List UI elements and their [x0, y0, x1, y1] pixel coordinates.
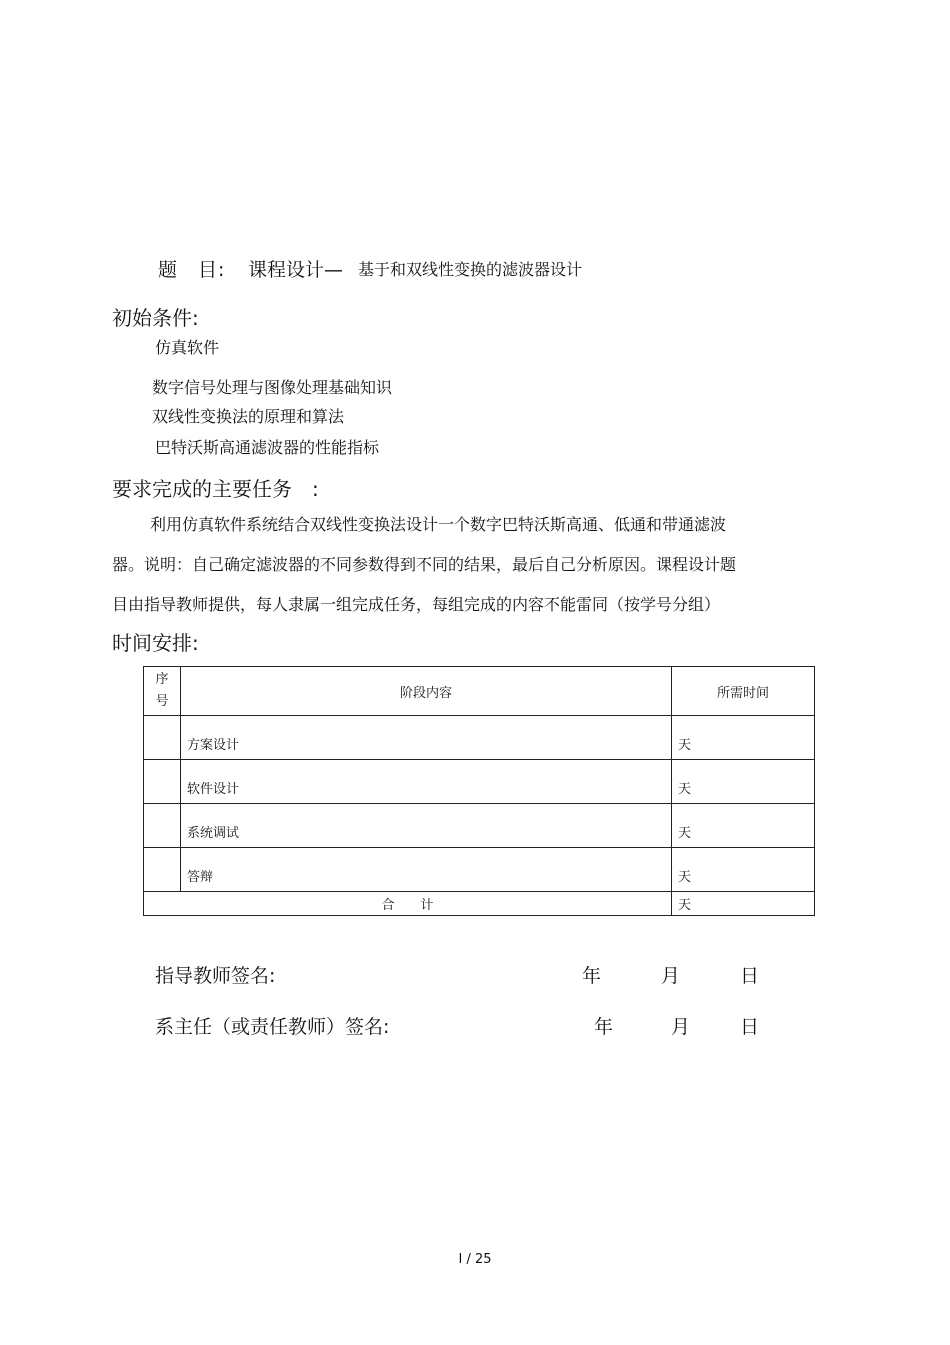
title-label: 题 目:: [158, 259, 226, 281]
header-seq-line: 号: [155, 694, 169, 709]
row-time: 天: [672, 716, 815, 760]
tasks-paragraph: [112, 505, 812, 625]
tasks-line: 利用仿真软件系统结合双线性变换法设计一个数字巴特沃斯高通、低通和带通滤波: [150, 515, 727, 534]
header-seq-line: 序: [155, 672, 169, 687]
title-main: 课程设计—: [248, 259, 344, 281]
tasks-line: 目由指导教师提供，每人隶属一组完成任务，每组完成的内容不能雷同（按学号分组）: [112, 595, 721, 614]
row-seq: [144, 848, 181, 892]
table-header-row: [144, 667, 815, 716]
page-number: I / 25: [458, 1252, 492, 1267]
row-time: 天: [672, 804, 815, 848]
advisor-day: 日: [740, 965, 760, 987]
initial-item: 仿真软件: [155, 338, 220, 357]
row-stage: 方案设计: [181, 716, 672, 760]
advisor-year: 年: [582, 965, 602, 987]
row-seq: [144, 760, 181, 804]
header-stage: 阶段内容: [181, 667, 672, 716]
tasks-heading: 要求完成的主要任务 :: [112, 477, 319, 501]
row-stage: 答辩: [181, 848, 672, 892]
initial-item: 双线性变换法的原理和算法: [152, 407, 345, 426]
title-sub: 基于和双线性变换的滤波器设计: [358, 260, 583, 279]
advisor-month: 月: [661, 965, 681, 987]
row-stage: 系统调试: [181, 804, 672, 848]
table-row: [144, 760, 815, 804]
row-time: 天: [672, 760, 815, 804]
header-seq: [144, 667, 181, 716]
initial-item: 数字信号处理与图像处理基础知识: [152, 378, 393, 397]
initial-item: 巴特沃斯高通滤波器的性能指标: [155, 438, 380, 457]
row-time: 天: [672, 848, 815, 892]
tasks-line: 器。说明：自己确定滤波器的不同参数得到不同的结果，最后自己分析原因。课程设计题: [112, 555, 737, 574]
header-time: 所需时间: [672, 667, 815, 716]
head-day: 日: [740, 1016, 760, 1038]
schedule-heading: 时间安排:: [112, 631, 199, 655]
row-seq: [144, 804, 181, 848]
table-row: [144, 716, 815, 760]
head-signature-label: 系主任（或责任教师）签名:: [155, 1016, 390, 1038]
table-total-row: [144, 892, 815, 916]
row-seq: [144, 716, 181, 760]
advisor-signature-label: 指导教师签名:: [155, 965, 276, 987]
schedule-table: [143, 666, 815, 916]
total-label: 合 计: [144, 892, 672, 916]
table-row: [144, 848, 815, 892]
head-month: 月: [671, 1016, 691, 1038]
head-year: 年: [594, 1016, 614, 1038]
row-stage: 软件设计: [181, 760, 672, 804]
initial-heading: 初始条件:: [112, 306, 199, 330]
table-row: [144, 804, 815, 848]
total-time: 天: [672, 892, 815, 916]
